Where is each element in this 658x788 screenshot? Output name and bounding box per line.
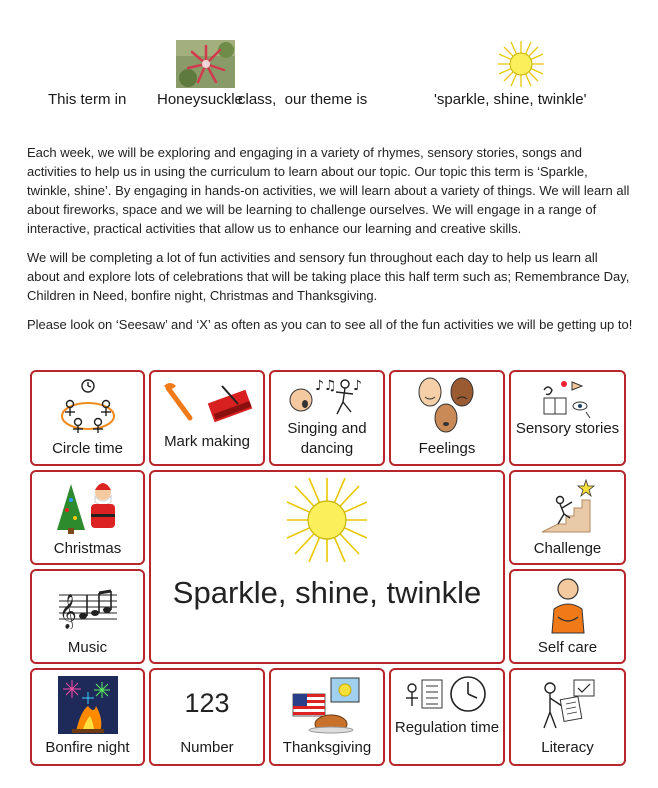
thanksgiving-icon	[291, 674, 363, 734]
music-notes-icon	[57, 581, 119, 629]
cell-sensory	[509, 370, 626, 466]
cell-singing	[269, 370, 385, 466]
mark-making-icon	[160, 378, 254, 424]
header	[0, 0, 658, 120]
cell-label: Challenge	[533, 540, 602, 557]
cell-bonfire	[30, 668, 145, 766]
cell-label: Regulation time	[394, 719, 500, 736]
svg-text:♪♫: ♪♫	[315, 378, 337, 394]
regulation-clock-icon	[404, 674, 490, 714]
self-care-person-icon	[546, 577, 590, 635]
cell-label: Thanksgiving	[282, 739, 372, 756]
cell-label: Feelings	[418, 440, 476, 457]
class-name: Honeysuckle	[157, 91, 243, 108]
paragraph: Please look on ‘Seesaw’ and ‘X’ as often as you can to see all of the fun activities we will be getting up to!	[27, 317, 633, 332]
cell-circle-time	[30, 370, 145, 466]
cell-number	[149, 668, 265, 766]
cell-christmas	[30, 470, 145, 565]
cell-label: Self care	[537, 639, 598, 656]
paragraph: Each week, we will be exploring and engaging in a variety of rhymes, sensory stories, songs and activities to help us in using the curriculum to learn about our topic. Our topic this term is ‘Sparkle, twinkle, shine’. By engaging in hands-on activities, we will learn about a variety of things. We will learn all about fireworks, space and we will be learning to challenge ourselves. We will engage in a range of interactive, practical activities that allow us to enhance our learning and creative skills.	[27, 145, 630, 236]
cell-label: Number	[180, 739, 234, 756]
christmas-icon	[53, 480, 123, 534]
cell-label: Literacy	[541, 739, 594, 756]
cell-label: Music	[67, 639, 108, 656]
cell-label: Bonfire night	[45, 739, 130, 756]
cell-feelings	[389, 370, 505, 466]
cell-mark-making	[149, 370, 265, 466]
feelings-faces-icon	[416, 376, 478, 434]
cell-self-care	[509, 569, 626, 664]
bonfire-fireworks-icon	[58, 676, 118, 734]
challenge-climb-icon	[538, 478, 598, 534]
cell-thanksgiving	[269, 668, 385, 766]
activity-grid	[30, 370, 626, 766]
svg-text:𝄞: 𝄞	[58, 594, 77, 629]
paragraph: We will be completing a lot of fun activities and sensory fun throughout each day to help us learn all about and explore lots of celebrations that will be taking place this half term such as; Remembrance Day, Children in Need, bonfire night, Christmas and Thanksgiving.	[27, 250, 630, 303]
cell-regulation	[389, 668, 505, 766]
intro-text	[27, 143, 633, 344]
cell-challenge	[509, 470, 626, 565]
cell-music	[30, 569, 145, 664]
svg-text:♪: ♪	[353, 378, 362, 394]
sun-sparkle-icon	[498, 41, 544, 87]
number-value: 123	[184, 688, 230, 718]
theme-line-start: This term in	[48, 91, 127, 108]
cell-center-theme	[149, 470, 505, 664]
center-theme-title: Sparkle, shine, twinkle	[172, 575, 482, 610]
cell-label: Singing and dancing	[287, 420, 367, 457]
theme-line-middle: class, our theme is	[238, 91, 368, 108]
sun-sparkle-icon	[287, 478, 367, 562]
theme-title: 'sparkle, shine, twinkle'	[434, 91, 587, 108]
honeysuckle-flower-icon	[176, 40, 235, 88]
literacy-reading-icon	[538, 676, 598, 730]
sensory-stories-icon	[540, 376, 596, 420]
cell-label: Circle time	[52, 440, 123, 457]
cell-label: Sensory stories	[515, 420, 620, 437]
cell-label: Christmas	[53, 540, 122, 557]
circle-time-icon	[56, 378, 120, 436]
singing-dancing-icon	[287, 376, 367, 418]
cell-literacy	[509, 668, 626, 766]
cell-label: Mark making	[164, 433, 250, 450]
